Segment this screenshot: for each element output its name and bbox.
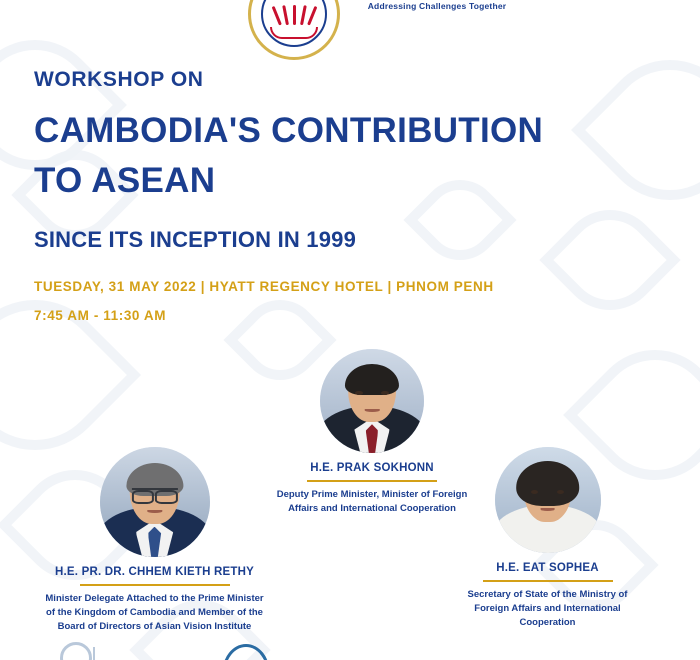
speaker-name: H.E. PRAK SOKHONN xyxy=(310,462,434,475)
asean-act-logo xyxy=(352,0,522,11)
speaker-divider xyxy=(80,584,230,586)
speaker-photo-eat-sophea xyxy=(495,447,601,553)
speaker-photo-prak-sokhonn xyxy=(320,349,424,453)
speakers-section xyxy=(0,349,700,649)
speaker-divider xyxy=(483,580,613,582)
speaker-role: Minister Delegate Attached to the Prime Minister of the Kingdom of Cambodia and Member of the Board of Directors of Asian Vision Institute xyxy=(45,593,264,632)
speaker-card-prak-sokhonn xyxy=(272,349,472,516)
event-time: 7:45 AM - 11:30 AM xyxy=(34,308,167,324)
event-date-venue: TUESDAY, 31 MAY 2022 | HYATT REGENCY HOTEL | PHNOM PENH xyxy=(34,279,494,295)
title-block xyxy=(0,52,700,323)
poster-subtitle: SINCE ITS INCEPTION IN 1999 xyxy=(34,227,357,253)
speaker-divider xyxy=(307,480,437,482)
asean-emblem-icon xyxy=(248,0,340,60)
speaker-card-chhem-kieth-rethy xyxy=(42,447,267,633)
poster-title-line2: TO ASEAN xyxy=(34,160,216,200)
portrait-illustration xyxy=(100,447,210,557)
speaker-role: Deputy Prime Minister, Minister of Foreign Affairs and International Cooperation xyxy=(276,489,468,515)
footer-logos-strip xyxy=(0,638,700,660)
poster-header xyxy=(0,0,700,52)
portrait-illustration xyxy=(495,447,601,553)
footer-logo-icon-center xyxy=(222,644,270,660)
asean-paddy-stalks-icon xyxy=(277,3,311,25)
poster-eyebrow: WORKSHOP ON xyxy=(34,68,204,91)
asean-ring-base-icon xyxy=(270,27,318,39)
footer-logo-icon-left xyxy=(60,642,92,660)
poster-title-line1: CAMBODIA'S CONTRIBUTION xyxy=(34,111,544,150)
asean-emblem-ring xyxy=(261,0,327,47)
speaker-role: Secretary of State of the Ministry of Foreign Affairs and International Cooperation xyxy=(467,589,628,628)
act-logo-line2: Addressing Challenges Together xyxy=(367,0,507,11)
speaker-name: H.E. EAT SOPHEA xyxy=(496,562,599,575)
speaker-name: H.E. PR. DR. CHHEM KIETH RETHY xyxy=(55,566,254,579)
speaker-card-eat-sophea xyxy=(450,447,645,629)
speaker-photo-chhem-kieth-rethy xyxy=(100,447,210,557)
portrait-illustration xyxy=(320,349,424,453)
